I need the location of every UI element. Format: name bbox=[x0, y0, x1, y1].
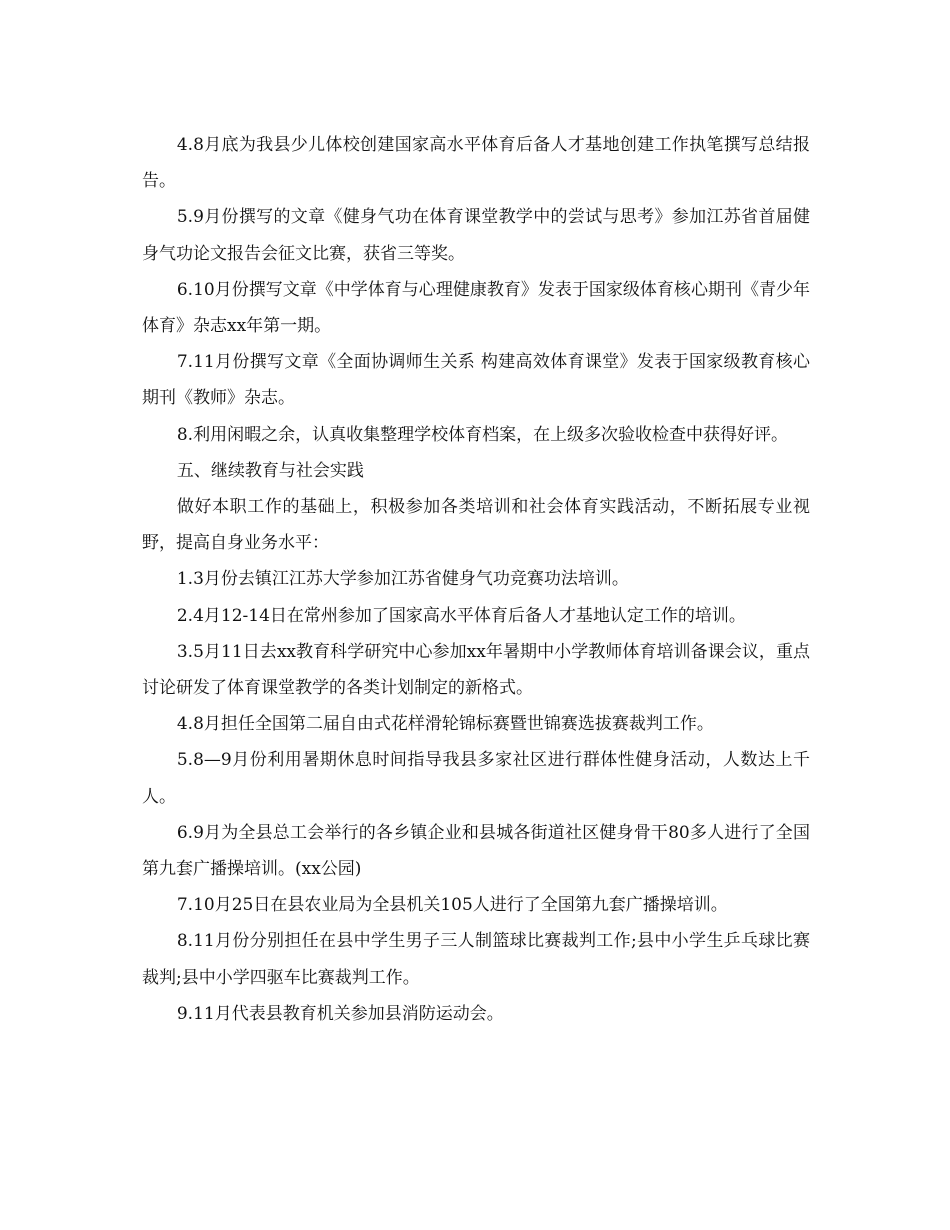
paragraph: 9.11月代表县教育机关参加县消防运动会。 bbox=[176, 1003, 504, 1024]
paragraph: 做好本职工作的基础上，积极参加各类培训和社会体育实践活动，不断拓展专业视野，提高自身业务水平： bbox=[142, 497, 810, 554]
paragraph: 5.9月份撰写的文章《健身气功在体育课堂教学中的尝试与思考》参加江苏省首届健身气功论文报告会征文比赛，获省三等奖。 bbox=[142, 207, 810, 264]
document-body bbox=[142, 127, 810, 1032]
paragraph: 4.8月底为我县少儿体校创建国家高水平体育后备人才基地创建工作执笔撰写总结报告。 bbox=[142, 135, 810, 192]
paragraph: 2.4月12-14日在常州参加了国家高水平体育后备人才基地认定工作的培训。 bbox=[176, 605, 746, 626]
paragraph: 7.10月25日在县农业局为全县机关105人进行了全国第九套广播操培训。 bbox=[176, 895, 728, 916]
paragraph: 7.11月份撰写文章《全面协调师生关系 构建高效体育课堂》发表于国家级教育核心期刊《教师》杂志。 bbox=[142, 352, 810, 409]
paragraph: 3.5月11日去xx教育科学研究中心参加xx年暑期中小学教师体育培训备课会议，重点讨论研发了体育课堂教学的各类计划制定的新格式。 bbox=[142, 641, 810, 699]
section-heading: 五、继续教育与社会实践 bbox=[176, 460, 364, 481]
paragraph: 8.11月份分别担任在县中学生男子三人制篮球比赛裁判工作;县中小学生乒乓球比赛裁判;县中小学四驱车比赛裁判工作。 bbox=[142, 931, 810, 988]
paragraph: 4.8月担任全国第二届自由式花样滑轮锦标赛暨世锦赛选拔赛裁判工作。 bbox=[176, 714, 714, 735]
paragraph: 5.8—9月份利用暑期休息时间指导我县多家社区进行群体性健身活动，人数达上千人。 bbox=[142, 750, 810, 807]
paragraph: 6.10月份撰写文章《中学体育与心理健康教育》发表于国家级体育核心期刊《青少年体育》杂志xx年第一期。 bbox=[142, 279, 810, 337]
paragraph: 6.9月为全县总工会举行的各乡镇企业和县城各街道社区健身骨干80多人进行了全国第九套广播操培训。(xx公园) bbox=[142, 822, 810, 880]
paragraph: 1.3月份去镇江江苏大学参加江苏省健身气功竞赛功法培训。 bbox=[176, 569, 629, 590]
paragraph: 8.利用闲暇之余，认真收集整理学校体育档案，在上级多次验收检查中获得好评。 bbox=[176, 424, 789, 445]
